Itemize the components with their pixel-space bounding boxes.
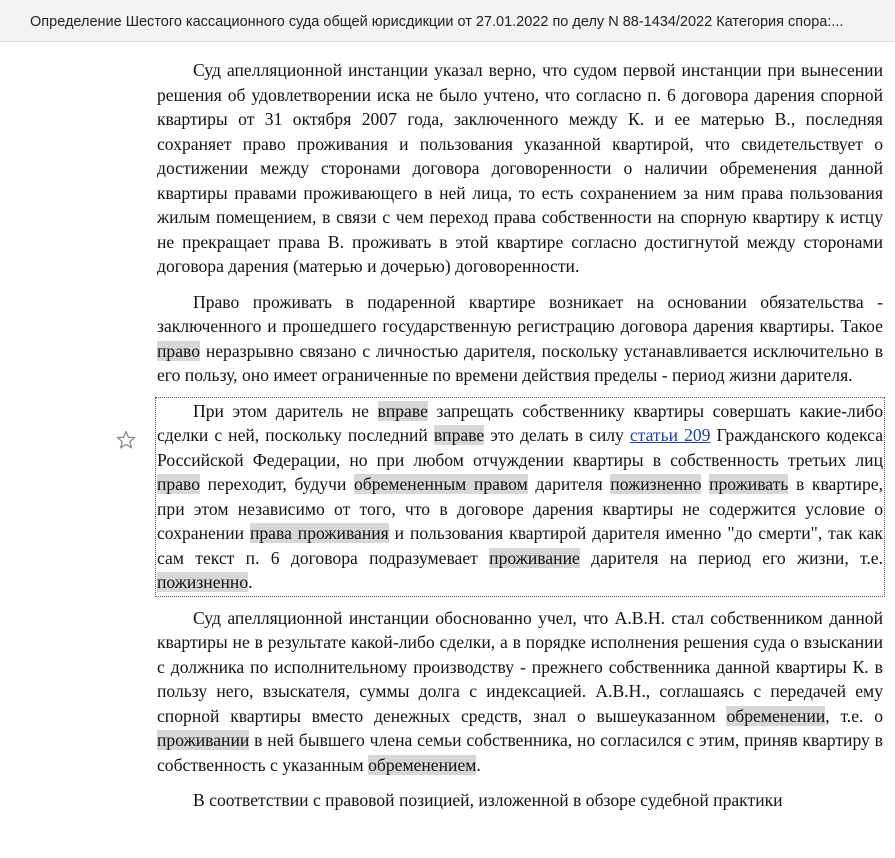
paragraph-text: дарителя [527,474,611,494]
search-highlight: обременении [726,705,826,726]
search-highlight: вправе [377,400,428,421]
paragraph-text: Гражданского кодекса Российской Федерации, но при любом отчуждении квартиры в собственность третьих лиц [157,425,883,470]
paragraph-text [701,474,709,494]
search-highlight: право [157,474,201,494]
document-body [157,58,883,824]
search-highlight: пожизненно [157,572,249,592]
search-highlight: вправе [433,425,485,445]
document-title-bar [0,0,895,42]
paragraph-text: запрещать собственнику квартиры совершать какие-либо сделки с ней, поскольку последний [157,400,883,445]
paragraph-text: , т.е. о [825,705,883,726]
search-highlight: проживании [157,730,250,750]
search-highlight: обремененным правом [353,474,528,494]
paragraph-text: в квартире, при этом независимо от того, что в договоре дарения квартиры не содержится условие о сохранении [157,474,884,543]
search-highlight: право [157,340,201,361]
paragraph-text: Суд апелляционной инстанции указал верно, что судом первой инстанции при вынесении решения об удовлетворении иска не было учтено, что согласно п. 6 договора дарения спорной квартиры от 31 октября 2007 года, заключенного между К. и ее матерью В., последняя сохраняет право проживания и пользования указанной квартирой, что свидетельствует о достижении между сторонами договора договоренности о наличии обременения данной квартиры правами проживающего в ней лица, то есть сохранением за ним права пользования жилым помещением, в связи с чем переход права собственности на спорную квартиру к истцу не прекращает права В. проживать в этой квартире согласно достигнутой между сторонами договора дарения (матерью и дочерью) договоренности. [157,60,883,276]
paragraph-text: дарителя на период его жизни, т.е. [579,547,883,568]
paragraph [157,606,883,778]
paragraph-text: неразрывно связано с личностью дарителя, поскольку устанавливается исключительно в его пользу, оно имеет ограниченные по времени действия пределы - период жизни дарителя. [157,340,883,385]
search-highlight: проживать [709,474,789,494]
paragraph [157,788,883,813]
paragraph [157,290,883,388]
paragraph-text: В соответствии с правовой позицией, изложенной в обзоре судебной практики [193,790,783,810]
paragraph-text: Право проживать в подаренной квартире возникает на основании обязательства - заключенного и прошедшего государственную регистрацию договора дарения квартиры. Такое [157,291,883,336]
search-highlight: права проживания [249,523,389,543]
paragraph-text: . [248,572,253,592]
search-highlight: пожизненно [610,474,702,494]
paragraph-text: это делать в силу [484,425,630,445]
paragraph-text: переходит, будучи [200,474,354,494]
paragraph-text: Суд апелляционной инстанции обоснованно учел, что А.В.Н. стал собственником данной квартиры не в результате какой-либо сделки, а в порядке исполнения решения суда о взыскании с должника по исполнительному производству - прежнего собственника данной квартиры К. в пользу него, взыскателя, суммы долга с индексацией. А.В.Н., соглашаясь с передачей ему спорной квартиры вместо денежных средств, знал о вышеуказанном [157,607,883,726]
paragraph-text: в ней бывшего члена семьи собственника, но согласился с этим, приняв квартиру в собственность с указанным [157,730,883,775]
search-highlight: проживание [489,547,580,568]
paragraph-text: При этом даритель не [193,400,378,421]
search-highlight: обременением [368,754,477,775]
bookmark-star-icon[interactable] [116,430,136,450]
article-link[interactable]: статьи 209 [629,425,711,445]
paragraph-selected[interactable] [157,399,883,595]
document-title: Определение Шестого кассационного суда общей юрисдикции от 27.01.2022 по делу N 88-1434/2022 Категория спора:... [30,14,844,30]
paragraph-text: и пользования квартирой дарителя именно "до смерти", так как сам текст п. 6 договора подразумевает [157,523,883,568]
paragraph [157,58,883,279]
paragraph-text: . [476,754,481,775]
